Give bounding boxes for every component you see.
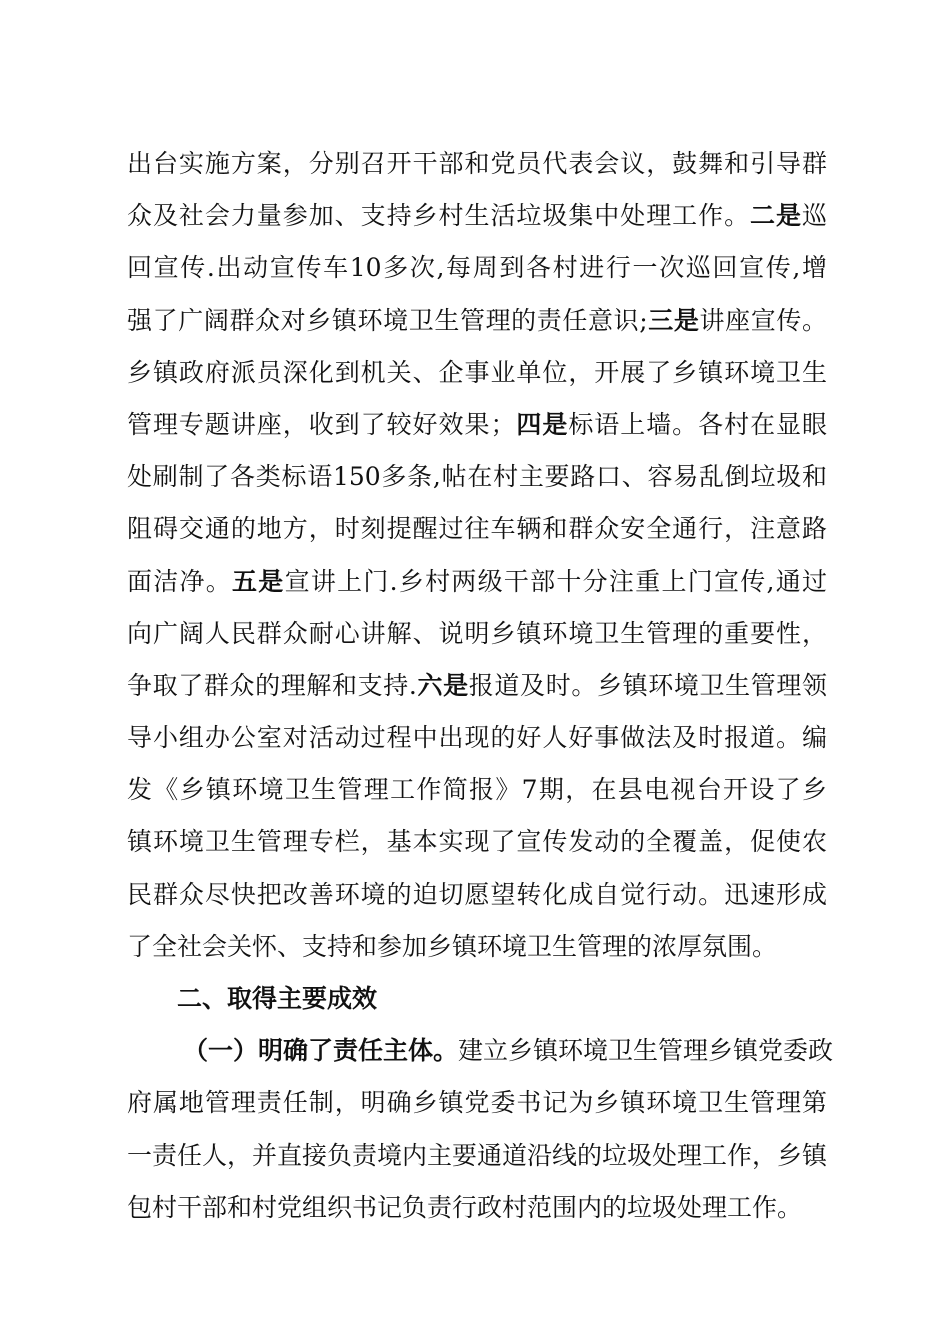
text-line: 众及社会力量参加、支持乡村生活垃圾集中处理工作。二是巡 bbox=[127, 201, 827, 231]
text-line: 了全社会关怀、支持和参加乡镇环境卫生管理的浓厚氛围。 bbox=[127, 931, 778, 961]
text-line: 出台实施方案，分别召开干部和党员代表会议，鼓舞和引导群 bbox=[127, 149, 827, 178]
text-line: 管理专题讲座，收到了较好效果；四是标语上墙。各村在显眼 bbox=[127, 409, 827, 439]
subsection-heading: （一）明确了责任主体。 bbox=[183, 1036, 459, 1066]
body-text bbox=[127, 138, 834, 1234]
text-line: 面洁净。五是宣讲上门.乡村两级干部十分注重上门宣传,通过 bbox=[127, 566, 827, 596]
text-line: 镇环境卫生管理专栏，基本实现了宣传发动的全覆盖，促使农 bbox=[127, 827, 827, 857]
emphasis-label: 四是 bbox=[515, 409, 569, 439]
section-heading: 二、取得主要成效 bbox=[177, 984, 378, 1013]
subsection-line: （一）明确了责任主体。建立乡镇环境卫生管理乡镇党委政 bbox=[183, 1036, 834, 1066]
text-line: 民群众尽快把改善环境的迫切愿望转化成自觉行动。迅速形成 bbox=[127, 879, 827, 909]
emphasis-label: 二是 bbox=[750, 201, 802, 231]
text-line: 导小组办公室对活动过程中出现的好人好事做法及时报道。编 bbox=[127, 723, 827, 753]
text-line: 强了广阔群众对乡镇环境卫生管理的责任意识;三是讲座宣传。 bbox=[127, 305, 827, 335]
text-line: 回宣传.出动宣传车10多次,每周到各村进行一次巡回宣传,增 bbox=[127, 253, 827, 283]
text-line: 发《乡镇环境卫生管理工作简报》7期，在县电视台开设了乡 bbox=[127, 775, 827, 805]
text-line: 乡镇政府派员深化到机关、企事业单位，开展了乡镇环境卫生 bbox=[127, 357, 827, 387]
text-line: 一责任人，并直接负责境内主要通道沿线的垃圾处理工作，乡镇 bbox=[127, 1140, 828, 1170]
text-line: 向广阔人民群众耐心讲解、说明乡镇环境卫生管理的重要性， bbox=[127, 618, 827, 648]
emphasis-label: 六是 bbox=[416, 670, 469, 700]
emphasis-label: 五是 bbox=[232, 566, 285, 596]
text-line: 阻碍交通的地方，时刻提醒过往车辆和群众安全通行，注意路 bbox=[127, 514, 827, 544]
text-line: 府属地管理责任制，明确乡镇党委书记为乡镇环境卫生管理第 bbox=[127, 1088, 827, 1118]
emphasis-label: 三是 bbox=[647, 305, 700, 335]
text-line: 争取了群众的理解和支持.六是报道及时。乡镇环境卫生管理领 bbox=[127, 670, 827, 700]
text-line: 包村干部和村党组织书记负责行政村范围内的垃圾处理工作。 bbox=[127, 1192, 803, 1222]
text-line: 处刷制了各类标语150多条,帖在村主要路口、容易乱倒垃圾和 bbox=[127, 462, 827, 492]
